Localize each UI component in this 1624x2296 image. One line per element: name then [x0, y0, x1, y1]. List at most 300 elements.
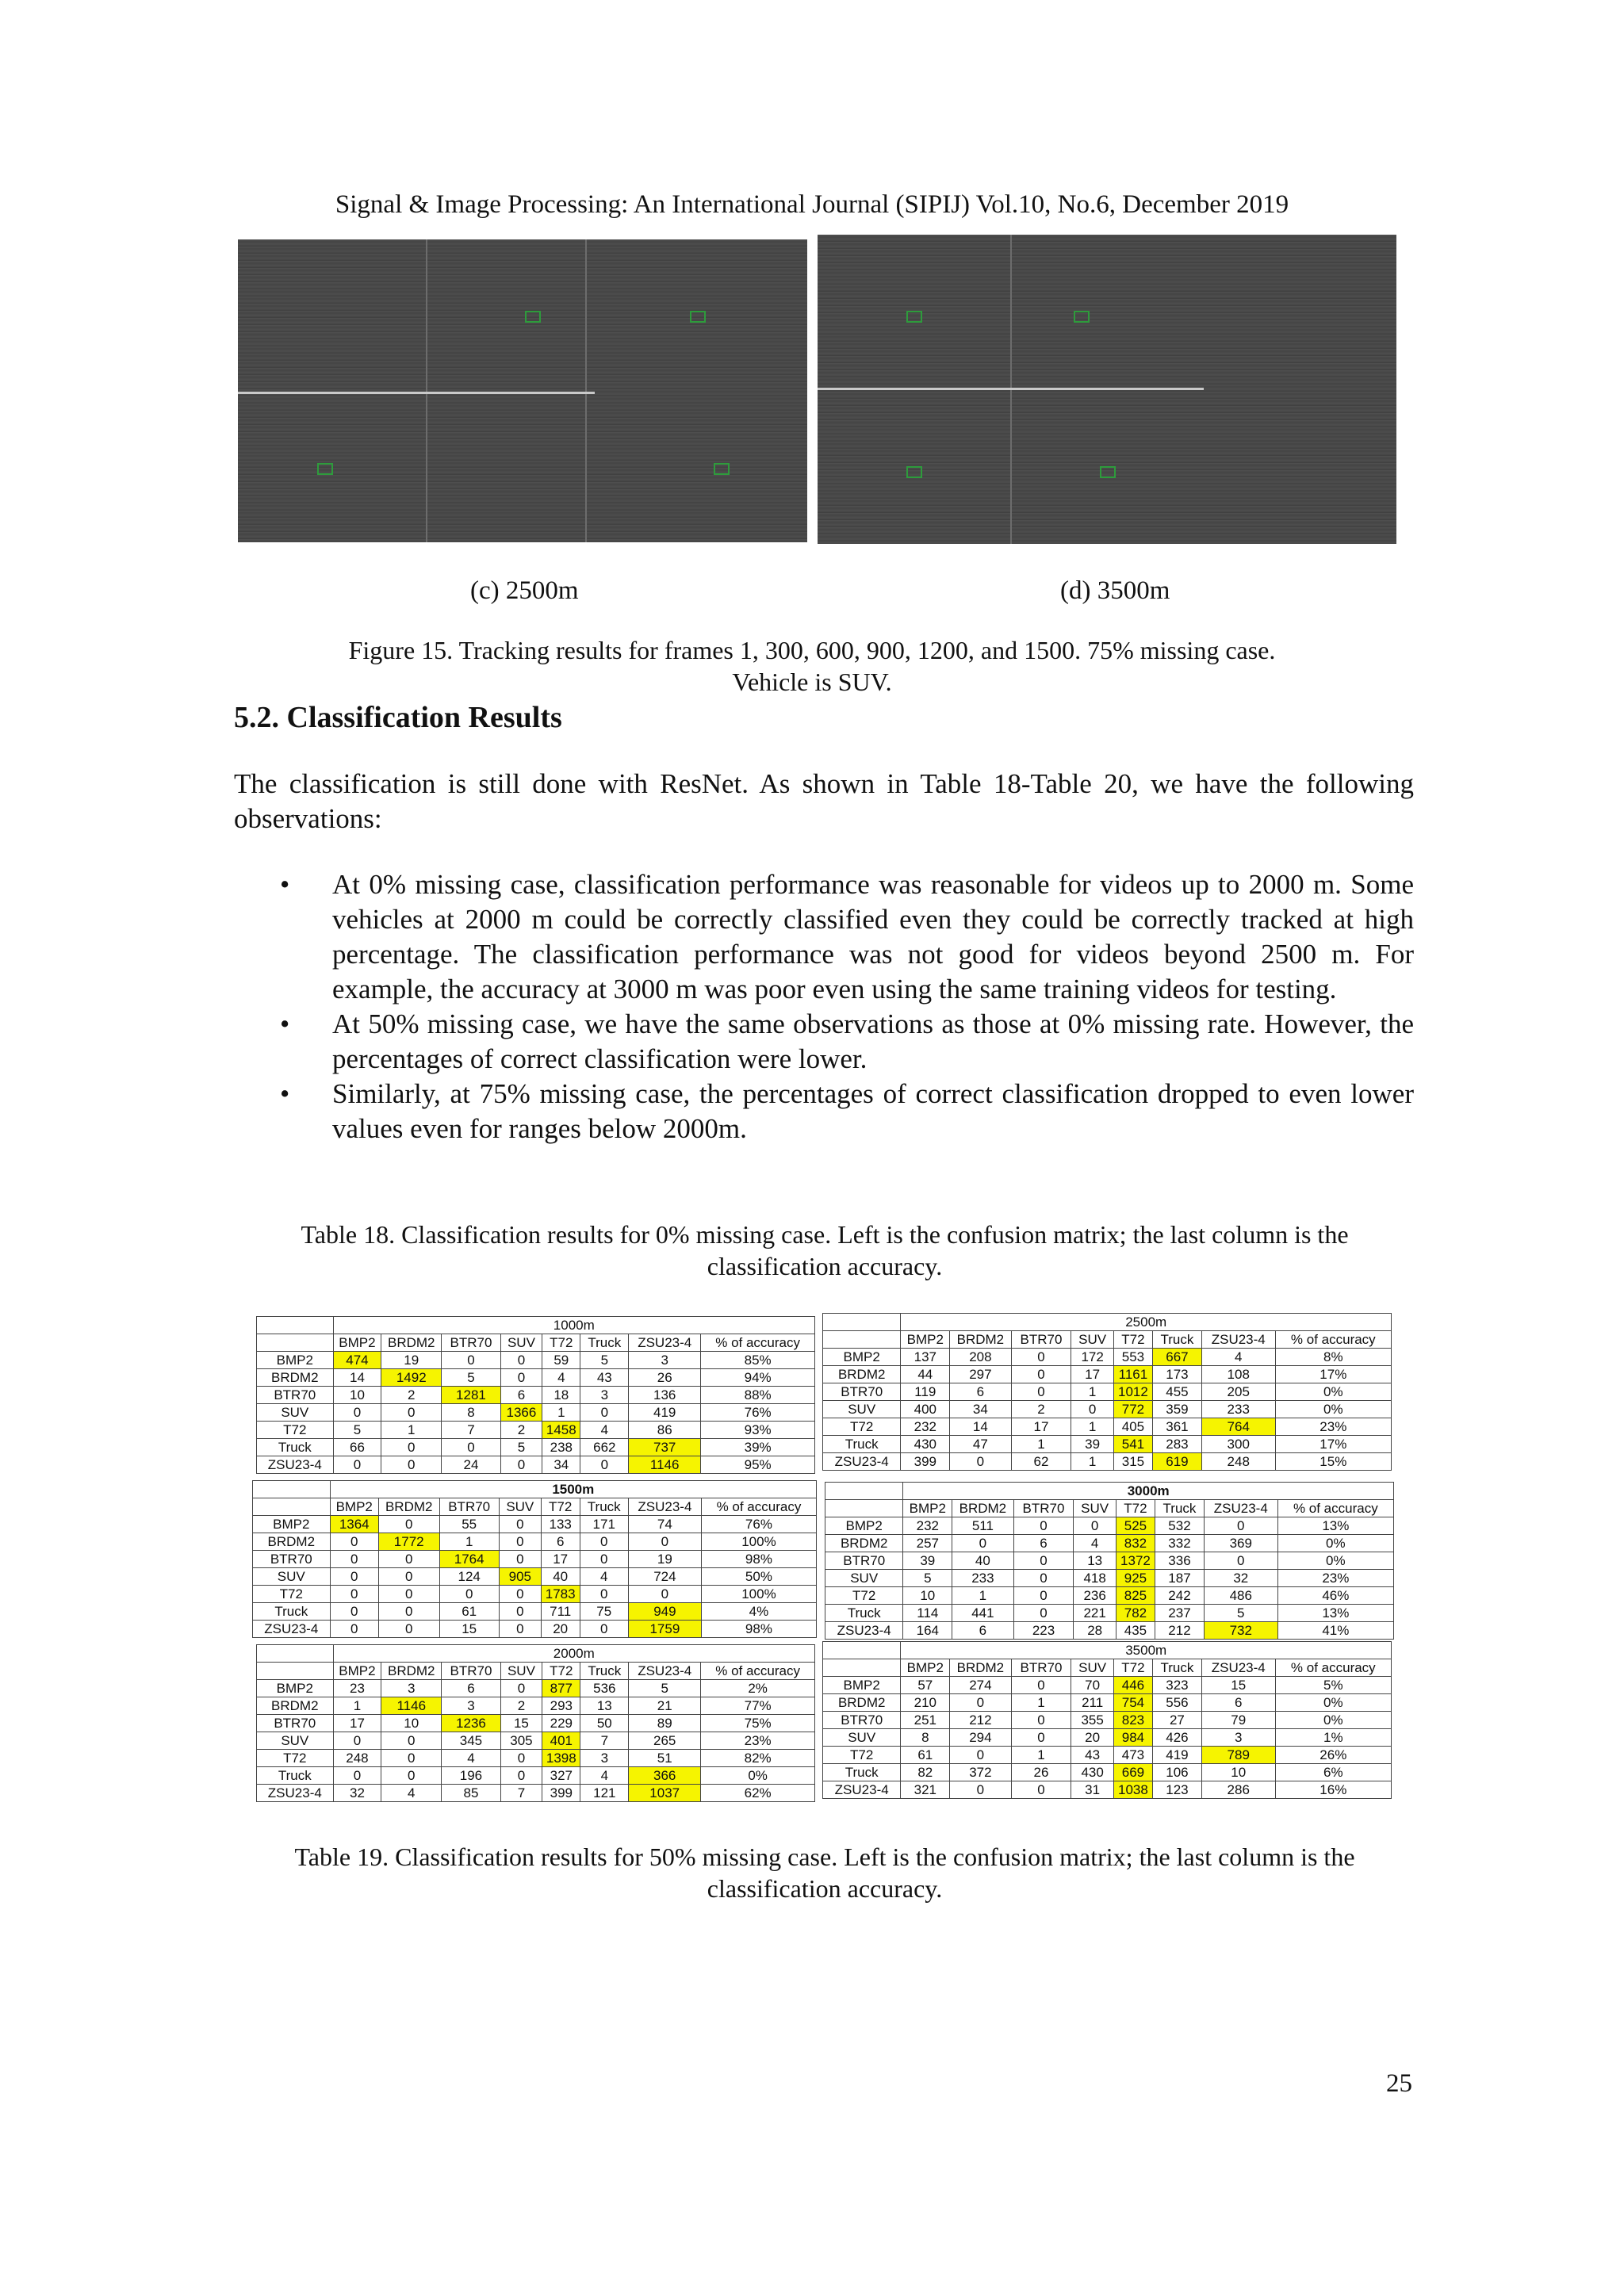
- matrix-cell: 21: [629, 1697, 701, 1715]
- confusion-matrix-2500m: [822, 1313, 1392, 1471]
- matrix-cell: 10: [903, 1587, 952, 1605]
- table-row: [823, 1747, 1392, 1764]
- table-row: [253, 1621, 817, 1638]
- accuracy-cell: 85%: [701, 1352, 815, 1369]
- matrix-cell: 0: [1204, 1517, 1277, 1535]
- row-label: SUV: [823, 1729, 901, 1747]
- matrix-cell: 6: [541, 1533, 580, 1551]
- body-paragraph: The classification is still done with ResNet. As shown in Table 18-Table 20, we have the following observations:: [234, 768, 1414, 834]
- matrix-cell: 0: [628, 1586, 701, 1603]
- column-header: BMP2: [903, 1500, 952, 1517]
- matrix-cell: 0: [378, 1516, 439, 1533]
- matrix-cell: 361: [1153, 1418, 1202, 1436]
- list-item-text: Similarly, at 75% missing case, the percentages of correct classification dropped to even lower values even for ranges below 2000m.: [332, 1078, 1414, 1144]
- matrix-cell: 10: [1201, 1764, 1275, 1781]
- matrix-cell: 6: [1201, 1694, 1275, 1712]
- matrix-cell: 300: [1201, 1436, 1275, 1453]
- row-label: SUV: [257, 1732, 334, 1750]
- matrix-cell: 3: [629, 1352, 701, 1369]
- matrix-cell: 5: [333, 1422, 381, 1439]
- column-header: % of accuracy: [701, 1663, 815, 1680]
- matrix-cell: 0: [580, 1551, 628, 1568]
- accuracy-cell: 5%: [1275, 1677, 1391, 1694]
- bullet-icon: •: [280, 1008, 290, 1039]
- matrix-cell: 430: [1071, 1764, 1113, 1781]
- matrix-cell: 40: [952, 1552, 1013, 1570]
- accuracy-cell: 82%: [701, 1750, 815, 1767]
- row-label: SUV: [823, 1401, 901, 1418]
- matrix-cell: 0: [378, 1551, 439, 1568]
- table-row: [825, 1570, 1394, 1587]
- matrix-cell: 4: [1074, 1535, 1116, 1552]
- row-label: Truck: [823, 1436, 901, 1453]
- matrix-cell: 0: [330, 1551, 378, 1568]
- matrix-cell: 4: [542, 1369, 580, 1387]
- list-item-text: At 0% missing case, classification performance was reasonable for videos up to 2000 m. Some vehicles at 2000 m could be correctly classified even they could be correctly tracked at high percentage. The classification performance was not good for videos beyond 2500 m. For example, the accuracy at 3000 m was poor even using the same training videos for testing.: [332, 869, 1414, 1004]
- confusion-matrix-1500m: [252, 1480, 817, 1638]
- column-header: SUV: [1071, 1331, 1113, 1349]
- matrix-cell: 15: [500, 1715, 542, 1732]
- matrix-cell-max: 832: [1116, 1535, 1155, 1552]
- matrix-cell: 248: [333, 1750, 381, 1767]
- matrix-cell: 1: [439, 1533, 499, 1551]
- matrix-cell: 13: [580, 1697, 629, 1715]
- matrix-cell: 297: [950, 1366, 1011, 1383]
- matrix-cell: 0: [950, 1453, 1011, 1471]
- row-label: ZSU23-4: [257, 1785, 334, 1802]
- matrix-cell: 336: [1155, 1552, 1205, 1570]
- table-row: [823, 1401, 1392, 1418]
- matrix-cell: 1: [542, 1404, 580, 1422]
- matrix-cell: 79: [1201, 1712, 1275, 1729]
- matrix-cell: 1: [381, 1422, 442, 1439]
- matrix-cell: 7: [580, 1732, 629, 1750]
- column-header: T72: [1113, 1659, 1152, 1677]
- table-row: [823, 1349, 1392, 1366]
- matrix-cell: 2: [1011, 1401, 1071, 1418]
- matrix-cell: 31: [1071, 1781, 1113, 1799]
- matrix-cell: 0: [950, 1781, 1011, 1799]
- column-header: BTR70: [1011, 1659, 1071, 1677]
- matrix-cell: 1: [1071, 1383, 1113, 1401]
- matrix-cell: 85: [442, 1785, 501, 1802]
- matrix-cell: 47: [950, 1436, 1011, 1453]
- column-header: Truck: [580, 1498, 628, 1516]
- table-row: [257, 1352, 815, 1369]
- column-header: SUV: [1071, 1659, 1113, 1677]
- matrix-cell: 62: [1011, 1453, 1071, 1471]
- matrix-cell: 4: [580, 1568, 628, 1586]
- matrix-cell: 0: [499, 1586, 541, 1603]
- column-header: BRDM2: [950, 1659, 1011, 1677]
- matrix-cell: 369: [1204, 1535, 1277, 1552]
- subfigure-caption-c: (c) 2500m: [470, 576, 579, 605]
- matrix-cell-max: 732: [1204, 1622, 1277, 1640]
- header-blank: [257, 1334, 334, 1352]
- accuracy-cell: 95%: [701, 1456, 815, 1474]
- matrix-cell: 137: [901, 1349, 950, 1366]
- accuracy-cell: 0%: [1277, 1552, 1393, 1570]
- matrix-cell: 233: [1201, 1401, 1275, 1418]
- column-header: Truck: [1155, 1500, 1205, 1517]
- row-label: BMP2: [823, 1677, 901, 1694]
- matrix-cell: 724: [628, 1568, 701, 1586]
- table-title: 1000m: [333, 1317, 814, 1334]
- matrix-cell: 1: [952, 1587, 1013, 1605]
- matrix-cell: 0: [381, 1732, 442, 1750]
- column-header: ZSU23-4: [1201, 1659, 1275, 1677]
- column-header: ZSU23-4: [629, 1663, 701, 1680]
- matrix-cell: 66: [333, 1439, 381, 1456]
- figure-caption-line-2: Vehicle is SUV.: [732, 668, 892, 696]
- matrix-cell: 124: [439, 1568, 499, 1586]
- matrix-cell-max: 541: [1113, 1436, 1152, 1453]
- matrix-cell-max: 1759: [628, 1621, 701, 1638]
- matrix-cell: 106: [1153, 1764, 1202, 1781]
- matrix-cell: 399: [542, 1785, 580, 1802]
- table-row: [253, 1516, 817, 1533]
- matrix-cell: 0: [580, 1621, 628, 1638]
- matrix-cell: 2: [500, 1422, 542, 1439]
- matrix-cell: 0: [333, 1767, 381, 1785]
- matrix-cell: 238: [542, 1439, 580, 1456]
- matrix-cell: 18: [542, 1387, 580, 1404]
- matrix-cell: 114: [903, 1605, 952, 1622]
- column-header: BMP2: [901, 1331, 950, 1349]
- matrix-cell-max: 1783: [541, 1586, 580, 1603]
- matrix-cell: 0: [499, 1603, 541, 1621]
- column-header: ZSU23-4: [1201, 1331, 1275, 1349]
- accuracy-cell: 17%: [1275, 1366, 1391, 1383]
- row-label: ZSU23-4: [257, 1456, 334, 1474]
- row-label: SUV: [257, 1404, 334, 1422]
- matrix-cell: 0: [330, 1586, 378, 1603]
- row-label: BTR70: [253, 1551, 331, 1568]
- table-corner: [253, 1481, 331, 1498]
- row-label: BTR70: [825, 1552, 903, 1570]
- matrix-cell-max: 667: [1153, 1349, 1202, 1366]
- matrix-cell: 0: [381, 1439, 442, 1456]
- matrix-cell: 1: [333, 1697, 381, 1715]
- matrix-cell: 7: [500, 1785, 542, 1802]
- column-header: % of accuracy: [1275, 1331, 1391, 1349]
- column-header: BTR70: [442, 1334, 501, 1352]
- matrix-cell-max: 1037: [629, 1785, 701, 1802]
- column-header: ZSU23-4: [628, 1498, 701, 1516]
- row-label: BRDM2: [823, 1366, 901, 1383]
- matrix-cell: 711: [541, 1603, 580, 1621]
- matrix-cell: 0: [580, 1404, 629, 1422]
- matrix-cell: 5: [500, 1439, 542, 1456]
- accuracy-cell: 76%: [701, 1516, 816, 1533]
- matrix-cell: 0: [499, 1551, 541, 1568]
- matrix-cell: 82: [901, 1764, 950, 1781]
- row-label: T72: [253, 1586, 331, 1603]
- confusion-matrix-3500m: [822, 1641, 1392, 1799]
- matrix-cell: 20: [541, 1621, 580, 1638]
- accuracy-cell: 62%: [701, 1785, 815, 1802]
- matrix-cell: 5: [629, 1680, 701, 1697]
- accuracy-cell: 0%: [1275, 1401, 1391, 1418]
- table19-caption: [238, 1841, 1411, 1904]
- matrix-cell: 3: [381, 1680, 442, 1697]
- matrix-cell: 0: [1011, 1712, 1071, 1729]
- matrix-cell-max: 1492: [381, 1369, 442, 1387]
- subfigure-caption-d: (d) 3500m: [1060, 576, 1170, 605]
- matrix-cell-max: 754: [1113, 1694, 1152, 1712]
- matrix-cell: 40: [541, 1568, 580, 1586]
- row-label: BTR70: [823, 1712, 901, 1729]
- table-row: [823, 1366, 1392, 1383]
- matrix-cell: 0: [500, 1352, 542, 1369]
- accuracy-cell: 13%: [1277, 1517, 1393, 1535]
- matrix-cell: 221: [1074, 1605, 1116, 1622]
- matrix-cell-max: 401: [542, 1732, 580, 1750]
- table-row: [253, 1533, 817, 1551]
- matrix-cell: 315: [1113, 1453, 1152, 1471]
- matrix-cell: 400: [901, 1401, 950, 1418]
- matrix-cell: 75: [580, 1603, 628, 1621]
- matrix-cell: 15: [1201, 1677, 1275, 1694]
- matrix-cell-max: 823: [1113, 1712, 1152, 1729]
- table-row: [257, 1732, 815, 1750]
- header-blank: [823, 1331, 901, 1349]
- matrix-cell: 232: [901, 1418, 950, 1436]
- row-label: BRDM2: [823, 1694, 901, 1712]
- matrix-cell: 0: [1071, 1401, 1113, 1418]
- matrix-cell-max: 1366: [500, 1404, 542, 1422]
- column-header: Truck: [1153, 1659, 1202, 1677]
- table19-caption-line-1: Table 19. Classification results for 50% missing case. Left is the confusion matrix; the last column is the: [294, 1843, 1355, 1871]
- accuracy-cell: 100%: [701, 1533, 816, 1551]
- matrix-cell: 0: [500, 1456, 542, 1474]
- matrix-cell: 173: [1153, 1366, 1202, 1383]
- column-header: BMP2: [333, 1334, 381, 1352]
- matrix-cell: 283: [1153, 1436, 1202, 1453]
- matrix-cell: 0: [950, 1694, 1011, 1712]
- matrix-cell: 119: [901, 1383, 950, 1401]
- row-label: Truck: [823, 1764, 901, 1781]
- row-label: SUV: [253, 1568, 331, 1586]
- accuracy-cell: 2%: [701, 1680, 815, 1697]
- table-corner: [257, 1645, 334, 1663]
- matrix-cell: 0: [442, 1352, 501, 1369]
- matrix-cell-max: 764: [1201, 1418, 1275, 1436]
- table-title: 3500m: [901, 1642, 1392, 1659]
- row-label: ZSU23-4: [825, 1622, 903, 1640]
- matrix-cell: 13: [1074, 1552, 1116, 1570]
- table-row: [257, 1369, 815, 1387]
- matrix-cell: 237: [1155, 1605, 1205, 1622]
- matrix-cell: 0: [330, 1568, 378, 1586]
- matrix-cell: 17: [1071, 1366, 1113, 1383]
- column-header: ZSU23-4: [1204, 1500, 1277, 1517]
- matrix-cell-max: 905: [499, 1568, 541, 1586]
- matrix-cell: 32: [333, 1785, 381, 1802]
- row-label: BTR70: [823, 1383, 901, 1401]
- matrix-cell: 0: [381, 1404, 442, 1422]
- table-corner: [825, 1483, 903, 1500]
- matrix-cell: 8: [901, 1729, 950, 1747]
- matrix-cell: 0: [381, 1750, 442, 1767]
- accuracy-cell: 23%: [1277, 1570, 1393, 1587]
- column-header: Truck: [580, 1334, 629, 1352]
- matrix-cell: 20: [1071, 1729, 1113, 1747]
- column-header: % of accuracy: [1277, 1500, 1393, 1517]
- matrix-cell: 293: [542, 1697, 580, 1715]
- matrix-cell: 19: [628, 1551, 701, 1568]
- matrix-cell: 14: [333, 1369, 381, 1387]
- matrix-cell: 187: [1155, 1570, 1205, 1587]
- accuracy-cell: 76%: [701, 1404, 815, 1422]
- table-row: [823, 1712, 1392, 1729]
- matrix-cell: 345: [442, 1732, 501, 1750]
- matrix-cell: 164: [903, 1622, 952, 1640]
- table-row: [257, 1785, 815, 1802]
- matrix-cell: 0: [330, 1533, 378, 1551]
- matrix-cell: 435: [1116, 1622, 1155, 1640]
- column-header: SUV: [1074, 1500, 1116, 1517]
- matrix-cell: 24: [442, 1456, 501, 1474]
- matrix-cell: 0: [580, 1533, 628, 1551]
- accuracy-cell: 98%: [701, 1621, 816, 1638]
- matrix-cell: 196: [442, 1767, 501, 1785]
- table-row: [823, 1436, 1392, 1453]
- matrix-cell: 8: [442, 1404, 501, 1422]
- matrix-cell: 0: [378, 1586, 439, 1603]
- row-label: BRDM2: [257, 1697, 334, 1715]
- matrix-cell: 0: [580, 1456, 629, 1474]
- matrix-cell-max: 737: [629, 1439, 701, 1456]
- matrix-cell: 17: [541, 1551, 580, 1568]
- table-row: [253, 1586, 817, 1603]
- matrix-cell: 0: [1204, 1552, 1277, 1570]
- matrix-cell: 355: [1071, 1712, 1113, 1729]
- matrix-cell: 0: [378, 1621, 439, 1638]
- column-header: % of accuracy: [701, 1498, 816, 1516]
- matrix-cell: 39: [903, 1552, 952, 1570]
- column-header: T72: [542, 1334, 580, 1352]
- header-blank: [257, 1663, 334, 1680]
- matrix-cell: 1: [1011, 1747, 1071, 1764]
- matrix-cell: 5: [442, 1369, 501, 1387]
- accuracy-cell: 13%: [1277, 1605, 1393, 1622]
- table-title: 2000m: [333, 1645, 814, 1663]
- matrix-cell: 39: [1071, 1436, 1113, 1453]
- matrix-cell: 265: [629, 1732, 701, 1750]
- matrix-cell: 208: [950, 1349, 1011, 1366]
- column-header: T72: [1116, 1500, 1155, 1517]
- matrix-cell: 15: [439, 1621, 499, 1638]
- row-label: T72: [257, 1750, 334, 1767]
- matrix-cell: 10: [381, 1715, 442, 1732]
- matrix-cell: 0: [330, 1621, 378, 1638]
- matrix-cell: 426: [1153, 1729, 1202, 1747]
- matrix-cell-max: 1281: [442, 1387, 501, 1404]
- matrix-cell: 0: [439, 1586, 499, 1603]
- matrix-cell: 108: [1201, 1366, 1275, 1383]
- list-item: [234, 867, 1414, 1007]
- row-label: ZSU23-4: [823, 1781, 901, 1799]
- matrix-cell: 10: [333, 1387, 381, 1404]
- matrix-cell: 372: [950, 1764, 1011, 1781]
- header-blank: [825, 1500, 903, 1517]
- matrix-cell: 3: [580, 1750, 629, 1767]
- table-row: [825, 1535, 1394, 1552]
- row-label: BTR70: [257, 1387, 334, 1404]
- matrix-cell: 44: [901, 1366, 950, 1383]
- row-label: BMP2: [253, 1516, 331, 1533]
- matrix-cell-max: 1038: [1113, 1781, 1152, 1799]
- matrix-cell: 0: [1013, 1552, 1074, 1570]
- column-header: BMP2: [901, 1659, 950, 1677]
- row-label: BRDM2: [257, 1369, 334, 1387]
- matrix-cell: 1: [1011, 1436, 1071, 1453]
- matrix-cell: 34: [950, 1401, 1011, 1418]
- table-row: [823, 1781, 1392, 1799]
- matrix-cell: 19: [381, 1352, 442, 1369]
- matrix-cell: 0: [1013, 1587, 1074, 1605]
- matrix-cell: 0: [381, 1767, 442, 1785]
- matrix-cell: 6: [950, 1383, 1011, 1401]
- table-title: 3000m: [903, 1483, 1394, 1500]
- matrix-cell-max: 1236: [442, 1715, 501, 1732]
- accuracy-cell: 50%: [701, 1568, 816, 1586]
- matrix-cell-max: 1398: [542, 1750, 580, 1767]
- matrix-cell: 323: [1153, 1677, 1202, 1694]
- matrix-cell: 242: [1155, 1587, 1205, 1605]
- accuracy-cell: 0%: [1275, 1383, 1391, 1401]
- table-row: [257, 1387, 815, 1404]
- column-header: BTR70: [1013, 1500, 1074, 1517]
- matrix-cell: 212: [1155, 1622, 1205, 1640]
- matrix-cell: 0: [333, 1732, 381, 1750]
- matrix-cell: 553: [1113, 1349, 1152, 1366]
- matrix-cell-max: 525: [1116, 1517, 1155, 1535]
- column-header: BRDM2: [952, 1500, 1013, 1517]
- table-row: [823, 1418, 1392, 1436]
- matrix-cell: 2: [381, 1387, 442, 1404]
- matrix-cell: 55: [439, 1516, 499, 1533]
- matrix-cell: 0: [1013, 1517, 1074, 1535]
- matrix-cell-max: 619: [1153, 1453, 1202, 1471]
- matrix-cell: 274: [950, 1677, 1011, 1694]
- matrix-cell: 223: [1013, 1622, 1074, 1640]
- table-row: [825, 1552, 1394, 1570]
- matrix-cell-max: 1364: [330, 1516, 378, 1533]
- matrix-cell-max: 669: [1113, 1764, 1152, 1781]
- matrix-cell: 419: [629, 1404, 701, 1422]
- column-header: BRDM2: [381, 1334, 442, 1352]
- accuracy-cell: 98%: [701, 1551, 816, 1568]
- bullet-icon: •: [280, 1078, 290, 1109]
- matrix-cell: 210: [901, 1694, 950, 1712]
- accuracy-cell: 75%: [701, 1715, 815, 1732]
- accuracy-cell: 4%: [701, 1603, 816, 1621]
- row-label: BRDM2: [253, 1533, 331, 1551]
- matrix-cell: 121: [580, 1785, 629, 1802]
- running-header: Signal & Image Processing: An International Journal (SIPIJ) Vol.10, No.6, December 2019: [335, 190, 1289, 219]
- matrix-cell-max: 825: [1116, 1587, 1155, 1605]
- matrix-cell: 28: [1074, 1622, 1116, 1640]
- matrix-cell: 0: [499, 1621, 541, 1638]
- matrix-cell: 27: [1153, 1712, 1202, 1729]
- matrix-cell-max: 1161: [1113, 1366, 1152, 1383]
- column-header: BTR70: [439, 1498, 499, 1516]
- table-row: [823, 1764, 1392, 1781]
- row-label: SUV: [825, 1570, 903, 1587]
- matrix-cell: 61: [439, 1603, 499, 1621]
